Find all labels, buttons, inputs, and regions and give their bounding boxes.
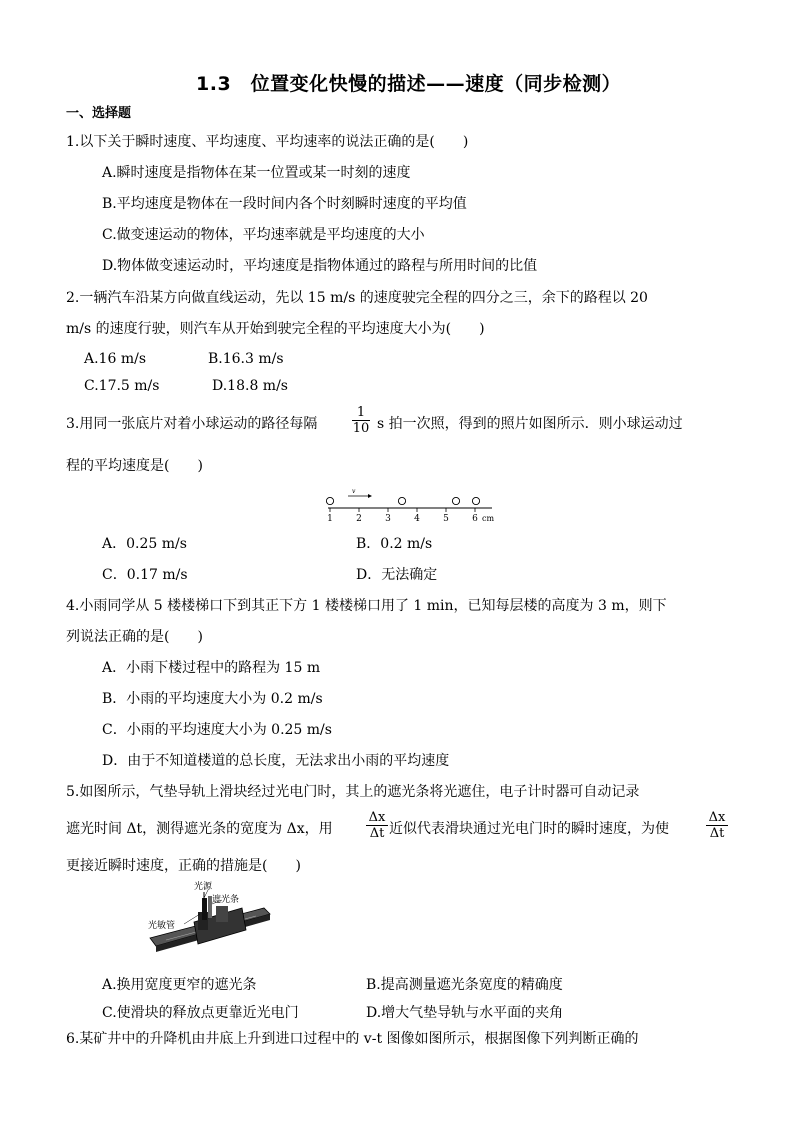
velocity-arrowhead <box>368 494 372 498</box>
ruler-unit-label: cm <box>482 514 495 523</box>
ball-position-4 <box>472 497 479 504</box>
q1-option-d: D.物体做变速运动时，平均速度是指物体通过的路程与所用时间的比值 <box>102 258 538 274</box>
ball-position-1 <box>326 497 333 504</box>
q5-fraction-1 <box>366 810 388 841</box>
ruler-ticks <box>330 508 475 512</box>
q4-option-a: A．小雨下楼过程中的路程为 15 m <box>102 660 321 676</box>
q5-fraction-2 <box>706 810 728 841</box>
q2-option-d: D.18.8 m/s <box>212 378 288 394</box>
q5-fraction-2-numerator: Δx <box>706 810 728 826</box>
tick-label-3: 3 <box>385 514 391 524</box>
q5-air-track-figure <box>146 880 276 960</box>
q1-option-c: C.做变速运动的物体，平均速率就是平均速度的大小 <box>102 227 425 243</box>
tick-label-6: 6 <box>472 514 478 524</box>
q3-option-a: A．0.25 m/s <box>102 536 187 552</box>
q2-line-2: m/s 的速度行驶，则汽车从开始到驶完全程的平均速度大小为( ) <box>66 321 485 337</box>
q5-option-d: D.增大气垫导轨与水平面的夹角 <box>366 1005 564 1021</box>
q3-fraction <box>352 405 370 436</box>
q4-line-2: 列说法正确的是( ) <box>66 629 203 645</box>
q5-line-3: 更接近瞬时速度，正确的措施是( ) <box>66 858 301 874</box>
q3-ruler-figure <box>320 484 500 524</box>
q3-line-2: 程的平均速度是( ) <box>66 458 203 474</box>
tick-label-5: 5 <box>443 514 449 524</box>
q4-option-c: C．小雨的平均速度大小为 0.25 m/s <box>102 722 332 738</box>
ball-position-2 <box>398 497 405 504</box>
velocity-label: v <box>352 488 356 495</box>
q5-fraction-1-numerator: Δx <box>366 810 388 826</box>
q3-fraction-numerator: 1 <box>352 405 370 421</box>
q4-line-1: 4.小雨同学从 5 楼楼梯口下到其正下方 1 楼楼梯口用了 1 min，已知每层楼的高度为 3 m，则下 <box>66 598 667 614</box>
q3-option-b: B．0.2 m/s <box>356 536 433 552</box>
q2-option-c: C.17.5 m/s <box>84 378 160 394</box>
section-heading: 一、选择题 <box>66 106 132 121</box>
q2-line-1: 2.一辆汽车沿某方向做直线运动，先以 15 m/s 的速度驶完全程的四分之三，余下的路程以 20 <box>66 290 648 306</box>
q3-fraction-denominator: 10 <box>352 421 370 436</box>
q2-option-b: B.16.3 m/s <box>208 351 284 367</box>
label-photo-tube: 光敏管 <box>148 921 176 931</box>
ball-position-3 <box>452 497 459 504</box>
q4-option-b: B．小雨的平均速度大小为 0.2 m/s <box>102 691 323 707</box>
photogate <box>202 892 212 920</box>
q6-line-1: 6.某矿井中的升降机由井底上升到进口过程中的 v-t 图像如图所示，根据图像下列判断正确的 <box>66 1031 639 1047</box>
tick-label-1: 1 <box>327 514 333 524</box>
q5-option-c: C.使滑块的释放点更靠近光电门 <box>102 1005 299 1021</box>
q5-line-2-a: 遮光时间 Δt，测得遮光条的宽度为 Δx，用 <box>66 821 333 837</box>
q3-option-d: D．无法确定 <box>356 567 438 583</box>
q4-option-d: D．由于不知道楼道的总长度，无法求出小雨的平均速度 <box>102 753 450 769</box>
q5-fraction-2-denominator: Δt <box>709 826 725 841</box>
q5-line-2-b: 近似代表滑块通过光电门时的瞬时速度，为使 <box>389 821 669 837</box>
page-title: 1.3 位置变化快慢的描述——速度（同步检测） <box>196 73 622 95</box>
q1-stem: 1.以下关于瞬时速度、平均速度、平均速率的说法正确的是( ) <box>66 134 469 150</box>
slider-block <box>194 906 246 944</box>
q1-option-a: A.瞬时速度是指物体在某一位置或某一时刻的速度 <box>102 165 411 181</box>
tick-label-4: 4 <box>414 514 420 524</box>
q1-option-b: B.平均速度是物体在一段时间内各个时刻瞬时速度的平均值 <box>102 196 467 212</box>
q5-option-a: A.换用宽度更窄的遮光条 <box>102 977 257 993</box>
tick-label-2: 2 <box>356 514 362 524</box>
q5-fraction-1-denominator: Δt <box>369 826 385 841</box>
label-light-source: 光源 <box>194 882 213 892</box>
q2-option-a: A.16 m/s <box>84 351 147 367</box>
q5-line-1: 5.如图所示，气垫导轨上滑块经过光电门时，其上的遮光条将光遮住，电子计时器可自动记录 <box>66 784 640 800</box>
q3-option-c: C．0.17 m/s <box>102 567 188 583</box>
q3-line-1-post: s 拍一次照，得到的照片如图所示．则小球运动过 <box>377 416 683 432</box>
q5-option-b: B.提高测量遮光条宽度的精确度 <box>366 977 563 993</box>
q3-line-1-pre: 3.用同一张底片对着小球运动的路径每隔 <box>66 416 318 432</box>
label-shading-strip: 遮光条 <box>212 895 240 905</box>
